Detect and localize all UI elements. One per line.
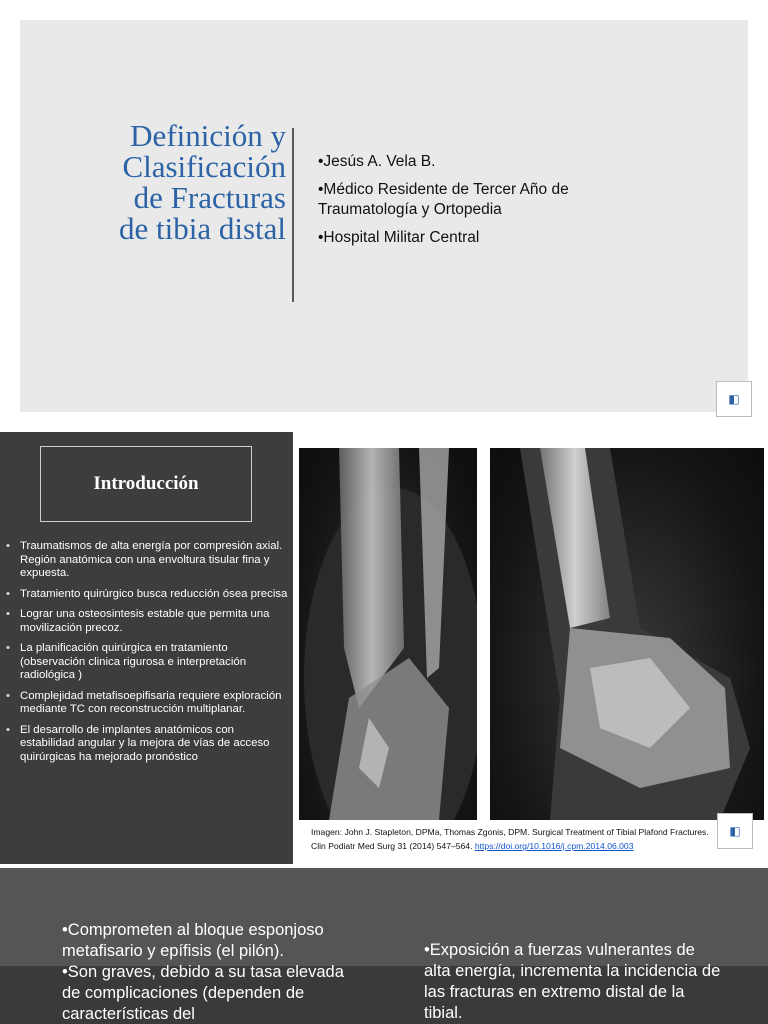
intro-title: Introducción xyxy=(93,473,199,494)
xray-lateral-image xyxy=(490,448,764,820)
list-item: • El desarrollo de implantes anatómicos con estabilidad angular y la mejora de vías de acceso quirúrgicas ha mejorado pronóstico xyxy=(6,724,288,765)
list-item: • Tratamiento quirúrgico busca reducción ósea precisa xyxy=(6,588,288,602)
content-slide xyxy=(0,868,768,1024)
title-divider xyxy=(292,128,294,302)
slide-icon: ◧ xyxy=(728,392,740,406)
author-institution: •Hospital Militar Central xyxy=(318,229,480,246)
author-role: •Médico Residente de Tercer Año de Traumatología y Ortopedia xyxy=(318,181,569,218)
slide-icon: ◧ xyxy=(729,824,741,838)
image-caption: Imagen: John J. Stapleton, DPMa, Thomas Zgonis, DPM. Surgical Treatment of Tibial Plafond Fractures. Clin Podiatr Med Surg 31 (2014) 547–564. https://doi.org/10.1016/j.cpm.2014.06.003 xyxy=(311,827,709,851)
list-item: • Traumatismos de alta energía por compresión axial. Región anatómica con una envoltura tisular fina y expuesta. xyxy=(6,540,288,581)
author-name: •Jesús A. Vela B. xyxy=(318,153,436,170)
right-text-column: •Exposición a fuerzas vulnerantes de alta energía, incrementa la incidencia de las fracturas en extremo distal de la tibial. xyxy=(424,941,721,1022)
doi-link[interactable]: https://doi.org/10.1016/j.cpm.2014.06.003 xyxy=(474,841,634,851)
slide-nav-button[interactable] xyxy=(716,381,752,417)
list-item: • Lograr una osteosintesis estable que permita una movilización precoz. xyxy=(6,608,288,635)
slide-nav-button[interactable] xyxy=(717,813,753,849)
xray-ap-image xyxy=(299,448,477,820)
list-item: • La planificación quirúrgica en tratamiento (observación clinica rigurosa e interpretación radiológica ) xyxy=(6,642,288,683)
intro-bullet-list xyxy=(6,540,288,771)
slide-title: Definición y Clasificación de Fracturas de tibia distal xyxy=(118,118,286,246)
intro-panel xyxy=(0,432,293,864)
left-text-column: •Comprometen al bloque esponjoso metafisario y epífisis (el pilón). •Son graves, debido a su tasa elevada de complicaciones (dependen de características del xyxy=(62,921,344,1023)
intro-title-box xyxy=(40,446,252,522)
title-slide xyxy=(20,20,748,412)
intro-slide xyxy=(0,432,768,864)
list-item: • Complejidad metafisoepifisaria requiere exploración mediante TC con reconstrucción multiplanar. xyxy=(6,690,288,717)
author-info xyxy=(318,152,618,256)
